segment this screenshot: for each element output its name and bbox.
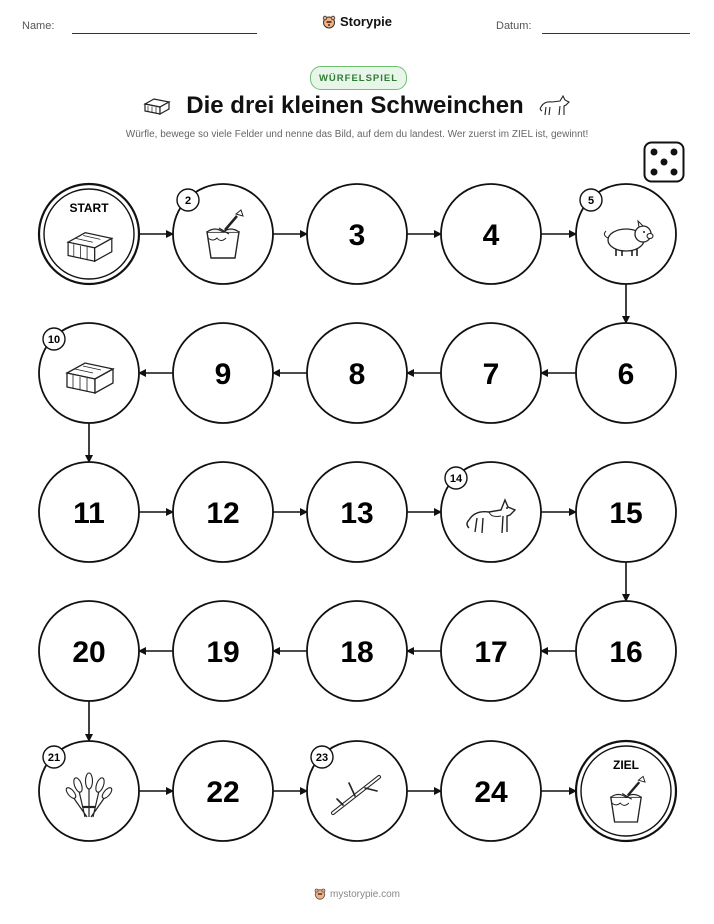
space-number: 12 [206, 497, 240, 530]
board-space-ziel [576, 741, 676, 841]
instructions: Würfle, bewege so viele Felder und nenne das Bild, auf dem du landest. Wer zuerst im ZIEL ist, gewinnt! [125, 129, 589, 140]
date-label: Datum: [496, 20, 532, 32]
board-space-8 [307, 323, 407, 423]
space-number: 7 [482, 358, 500, 391]
space-number: 19 [206, 636, 240, 669]
footer-mascot-icon [314, 888, 326, 900]
board-space-4 [441, 184, 541, 284]
start-label: START [69, 201, 109, 215]
space-number-badge-label: 2 [184, 195, 192, 207]
board-space-22 [173, 741, 273, 841]
brand-name: Storypie [339, 14, 392, 29]
board-space-15 [576, 462, 676, 562]
space-number: 17 [474, 636, 508, 669]
space-number: 18 [340, 636, 374, 669]
space-number: 22 [206, 776, 240, 809]
space-number: 8 [348, 358, 366, 391]
space-number-badge-label: 23 [315, 752, 329, 764]
board-space-3 [307, 184, 407, 284]
board-space-16 [576, 601, 676, 701]
board-space-21 [39, 741, 139, 841]
space-number: 13 [340, 497, 374, 530]
space-number: 24 [474, 776, 508, 809]
space-number: 6 [617, 358, 635, 391]
space-number: 9 [214, 358, 232, 391]
board-space-19 [173, 601, 273, 701]
board-space-11 [39, 462, 139, 562]
board-space-14 [441, 462, 541, 562]
page-title: Die drei kleinen Schweinchen [186, 92, 524, 119]
name-label: Name: [22, 20, 55, 32]
space-number: 20 [72, 636, 106, 669]
board-space-18 [307, 601, 407, 701]
board-space-9 [173, 323, 273, 423]
space-number: 15 [609, 497, 643, 530]
board-space-2 [173, 184, 273, 284]
board-space-start [39, 184, 139, 284]
board-space-5 [576, 184, 676, 284]
board-space-17 [441, 601, 541, 701]
space-number-badge-label: 14 [449, 473, 463, 485]
space-number: 11 [73, 497, 105, 530]
board-space-10 [39, 323, 139, 423]
space-number: 16 [609, 636, 643, 669]
space-number-badge-label: 21 [47, 752, 61, 764]
board-space-6 [576, 323, 676, 423]
board-space-20 [39, 601, 139, 701]
footer-url: mystorypie.com [329, 888, 400, 900]
space-number: 4 [482, 219, 500, 252]
space-number: 3 [348, 219, 366, 252]
footer [0, 888, 714, 903]
space-number-badge-label: 5 [587, 195, 595, 207]
board-space-24 [441, 741, 541, 841]
board-space-7 [441, 323, 541, 423]
board-space-23 [307, 741, 407, 841]
space-number-badge-label: 10 [47, 334, 61, 346]
board-space-13 [307, 462, 407, 562]
game-type-badge: WÜRFELSPIEL [310, 66, 407, 90]
finish-label: ZIEL [613, 758, 639, 772]
board-space-12 [173, 462, 273, 562]
